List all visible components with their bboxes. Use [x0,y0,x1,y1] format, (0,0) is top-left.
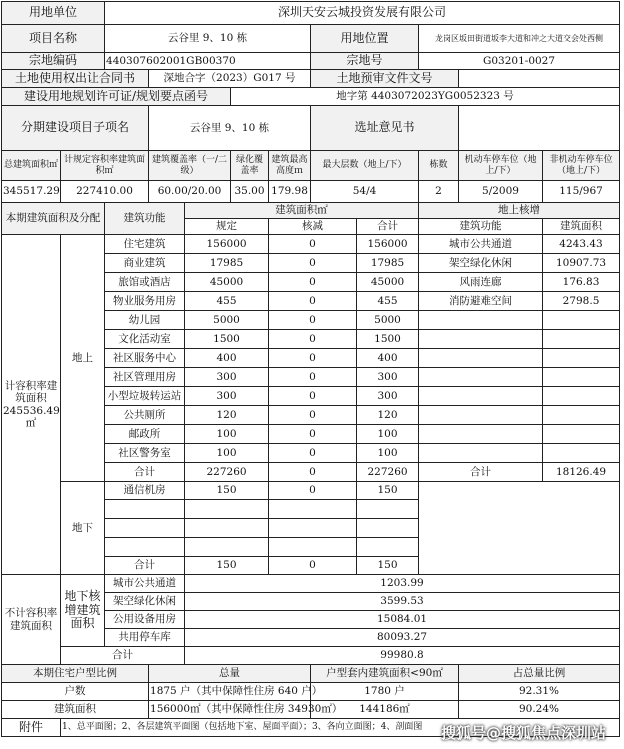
land-use-document-table [1,1,620,737]
table-row-name: 住宅建筑 [105,235,185,254]
core-row-area [543,368,620,387]
table-row-name: 社区管理用房 [105,368,185,387]
table-row-plan: 100 [185,425,269,444]
table-row-total: 400 [357,349,419,368]
indicator-value-total-area: 345517.29 [2,181,61,203]
indicator-label-car-parking: 机动车停车位（地上/下） [459,151,543,181]
core-row-area: 176.83 [543,273,620,292]
housing-col-ratio: 占总量比例 [459,665,620,683]
table-row-total: 300 [357,387,419,406]
land-preapproval-value [459,70,620,88]
table-row-name: 邮政所 [105,425,185,444]
indicator-value-coverage: 60.00/20.00 [149,181,231,203]
table-row-total: 1500 [357,330,419,349]
core-subtotal-area: 18126.49 [543,463,620,482]
table-row-reduce: 0 [269,273,357,292]
indicator-value-bike-parking: 115/967 [543,181,620,203]
land-location-value: 龙岗区坂田街道坂李大道和冲之大道交会处西侧 [419,25,620,53]
table-row-name: 公用设备用房 [105,611,185,629]
table-row-reduce: 0 [269,235,357,254]
housing-ratio-label: 本期住宅户型比例 [2,665,149,683]
area-column-label: 建筑面积㎡ [185,203,419,219]
project-name-label: 项目名称 [2,25,105,53]
core-function-label: 建筑功能 [419,219,543,235]
table-row-name [105,538,185,557]
table-row-value: 1203.99 [185,575,620,593]
table-row-value: 3599.53 [185,593,620,611]
table-row-name: 通信机房 [105,482,185,500]
site-opinion-value [459,106,620,151]
core-row-area [543,330,620,349]
core-row-name [419,406,543,425]
table-row-name: 社区服务中心 [105,349,185,368]
table-row-reduce: 0 [269,311,357,330]
core-area-label: 建筑面积 [543,219,620,235]
attachments-value: 1、总平面图；2、各层建筑平面图（包括地下室、屋面平面）；3、各向立面图；4、剖面图 [61,719,620,737]
table-row-total: 45000 [357,273,419,292]
land-preapproval-label: 土地预审文件文号 [311,70,459,88]
transfer-contract-value: 深地合字（2023）G017 号 [149,70,311,88]
parcel-code-value: 440307602001GB00370 [105,53,311,70]
core-row-name [419,311,543,330]
indicator-value-green-rate: 35.00 [231,181,269,203]
table-row-name: 文化活动室 [105,330,185,349]
core-row-area [543,387,620,406]
below-blank-area [419,482,620,575]
table-row-plan: 1500 [185,330,269,349]
table-row-name: 城市公共通道 [105,575,185,593]
table-row-total: 120 [357,406,419,425]
nonfar-area-label: 不计容积率建筑面积 [2,575,61,665]
table-row-plan [185,500,269,519]
table-row-plan: 455 [185,292,269,311]
table-row-plan [185,538,269,557]
table-row-total [357,538,419,557]
table-row-total: 300 [357,368,419,387]
core-row-name: 风雨连廊 [419,273,543,292]
table-row-reduce: 0 [269,406,357,425]
table-row-total [357,519,419,538]
below-subtotal-reduce: 0 [269,557,357,575]
table-row-name: 社区警务室 [105,444,185,463]
table-row-total: 100 [357,444,419,463]
core-row-area: 4243.43 [543,235,620,254]
table-row-name: 幼儿园 [105,311,185,330]
core-row-area: 10907.73 [543,254,620,273]
core-row-name: 架空绿化休闲 [419,254,543,273]
planning-permit-label: 建设用地规划许可证/规划要点函号 [2,88,231,106]
housing-row-name: 户数 [2,683,149,701]
table-row-reduce [269,538,357,557]
housing-row-total: 1875 户（其中保障性住房 640 户） [149,683,311,701]
table-row-plan: 150 [185,482,269,500]
table-row-name: 旅馆或酒店 [105,273,185,292]
above-subtotal-name: 合计 [105,463,185,482]
table-row-reduce: 0 [269,368,357,387]
indicator-label-building-count: 栋数 [419,151,459,181]
table-row-reduce: 0 [269,349,357,368]
table-row-plan: 17985 [185,254,269,273]
table-row-plan: 5000 [185,311,269,330]
core-row-name [419,368,543,387]
nonfar-subtotal-name: 合计 [61,647,185,665]
table-row-plan [185,519,269,538]
core-row-area [543,425,620,444]
above-subtotal-plan: 227260 [185,463,269,482]
below-ground-label: 地下 [61,482,105,575]
core-row-area [543,406,620,425]
indicator-label-bike-parking: 非机动车停车位（地上/下） [543,151,620,181]
indicator-label-max-height: 建筑最高高度ｍ [269,151,311,181]
core-row-name [419,444,543,463]
table-row-reduce: 0 [269,292,357,311]
housing-row-total: 156000㎡（其中保障性住房 34930㎡） [149,701,311,719]
parcel-no-value: G03201-0027 [419,53,620,70]
table-row-plan: 156000 [185,235,269,254]
function-column-label: 建筑功能 [105,203,185,235]
indicator-value-max-floors: 54/4 [311,181,419,203]
core-row-name: 消防避难空间 [419,292,543,311]
col-plan-label: 规定 [185,219,269,235]
below-subtotal-total: 150 [357,557,419,575]
core-row-name [419,349,543,368]
indicator-label-max-floors: 最大层数（地上/下） [311,151,419,181]
table-row-plan: 45000 [185,273,269,292]
table-row-reduce: 0 [269,330,357,349]
table-row-plan: 300 [185,368,269,387]
phase-item-label: 分期建设项目子项名 [2,106,149,151]
core-row-area [543,349,620,368]
table-row-total: 100 [357,425,419,444]
table-row-name: 架空绿化休闲 [105,593,185,611]
parcel-code-label: 宗地编码 [2,53,105,70]
above-ground-label: 地上 [61,235,105,482]
table-row-value: 15084.01 [185,611,620,629]
table-row-total: 17985 [357,254,419,273]
site-opinion-label: 选址意见书 [311,106,459,151]
core-row-area [543,444,620,463]
housing-row-small: 144186㎡ [311,701,459,719]
table-row-reduce [269,500,357,519]
far-area-label: 计容积率建筑面积 245536.49㎡ [2,235,61,575]
indicator-value-far-area: 227410.00 [61,181,149,203]
table-row-name: 公共厕所 [105,406,185,425]
indicator-value-building-count: 2 [419,181,459,203]
above-subtotal-reduce: 0 [269,463,357,482]
below-subtotal-name: 合计 [105,557,185,575]
land-location-label: 用地位置 [311,25,419,53]
table-row-value: 80093.27 [185,629,620,647]
table-row-total: 156000 [357,235,419,254]
housing-row-small: 1780 户 [311,683,459,701]
housing-row-ratio: 90.24% [459,701,620,719]
watermark-text: 搜狐号@搜狐焦点深圳站 [440,724,606,742]
table-row-reduce: 0 [269,254,357,273]
core-row-area: 2798.5 [543,292,620,311]
table-row-reduce: 0 [269,425,357,444]
table-row-reduce [269,519,357,538]
land-user-label: 用地单位 [2,2,105,25]
indicator-value-car-parking: 5/2009 [459,181,543,203]
above-subtotal-total: 227260 [357,463,419,482]
table-row-name: 商业建筑 [105,254,185,273]
table-row-name: 共用停车库 [105,629,185,647]
nonfar-subtotal-value: 99980.8 [185,647,620,665]
table-row-plan: 120 [185,406,269,425]
table-row-name [105,500,185,519]
housing-col-total: 总量 [149,665,311,683]
indicator-value-max-height: 179.98 [269,181,311,203]
housing-col-small: 户型套内建筑面积<90㎡ [311,665,459,683]
attachments-label: 附件 [2,719,61,737]
table-row-reduce: 0 [269,482,357,500]
table-row-reduce: 0 [269,444,357,463]
table-row-name: 小型垃圾转运站 [105,387,185,406]
core-row-area [543,311,620,330]
core-row-name [419,387,543,406]
core-subtotal-name: 合计 [419,463,543,482]
table-row-name [105,519,185,538]
below-subtotal-plan: 150 [185,557,269,575]
planning-permit-value: 地字第 4403072023YG0052323 号 [231,88,620,106]
table-row-plan: 100 [185,444,269,463]
project-name-value: 云谷里 9、10 栋 [105,25,311,53]
housing-row-ratio: 92.31% [459,683,620,701]
underground-core-increase-label: 地下核增建筑面积 [61,575,105,647]
table-row-plan: 300 [185,387,269,406]
table-row-reduce: 0 [269,387,357,406]
area-section-label: 本期建筑面积及分配 [2,203,105,235]
land-user-value: 深圳天安云城投资发展有限公司 [105,2,620,25]
indicator-label-green-rate: 绿化覆盖率 [231,151,269,181]
core-increase-label: 地上核增 [419,203,620,219]
transfer-contract-label: 土地使用权出让合同书 [2,70,149,88]
table-row-total [357,500,419,519]
phase-item-value: 云谷里 9、10 栋 [149,106,311,151]
indicator-label-coverage: 建筑覆盖率（一/二级） [149,151,231,181]
indicator-label-far-area: 计规定容积率建筑面积㎡ [61,151,149,181]
table-row-name: 物业服务用房 [105,292,185,311]
table-row-total: 150 [357,482,419,500]
parcel-no-label: 宗地号 [311,53,419,70]
table-row-plan: 400 [185,349,269,368]
housing-row-name: 建筑面积 [2,701,149,719]
core-row-name [419,425,543,444]
indicator-label-total-area: 总建筑面积㎡ [2,151,61,181]
col-total-label: 合计 [357,219,419,235]
core-row-name [419,330,543,349]
core-row-name: 城市公共通道 [419,235,543,254]
col-reduce-label: 核减 [269,219,357,235]
table-row-total: 5000 [357,311,419,330]
table-row-total: 455 [357,292,419,311]
